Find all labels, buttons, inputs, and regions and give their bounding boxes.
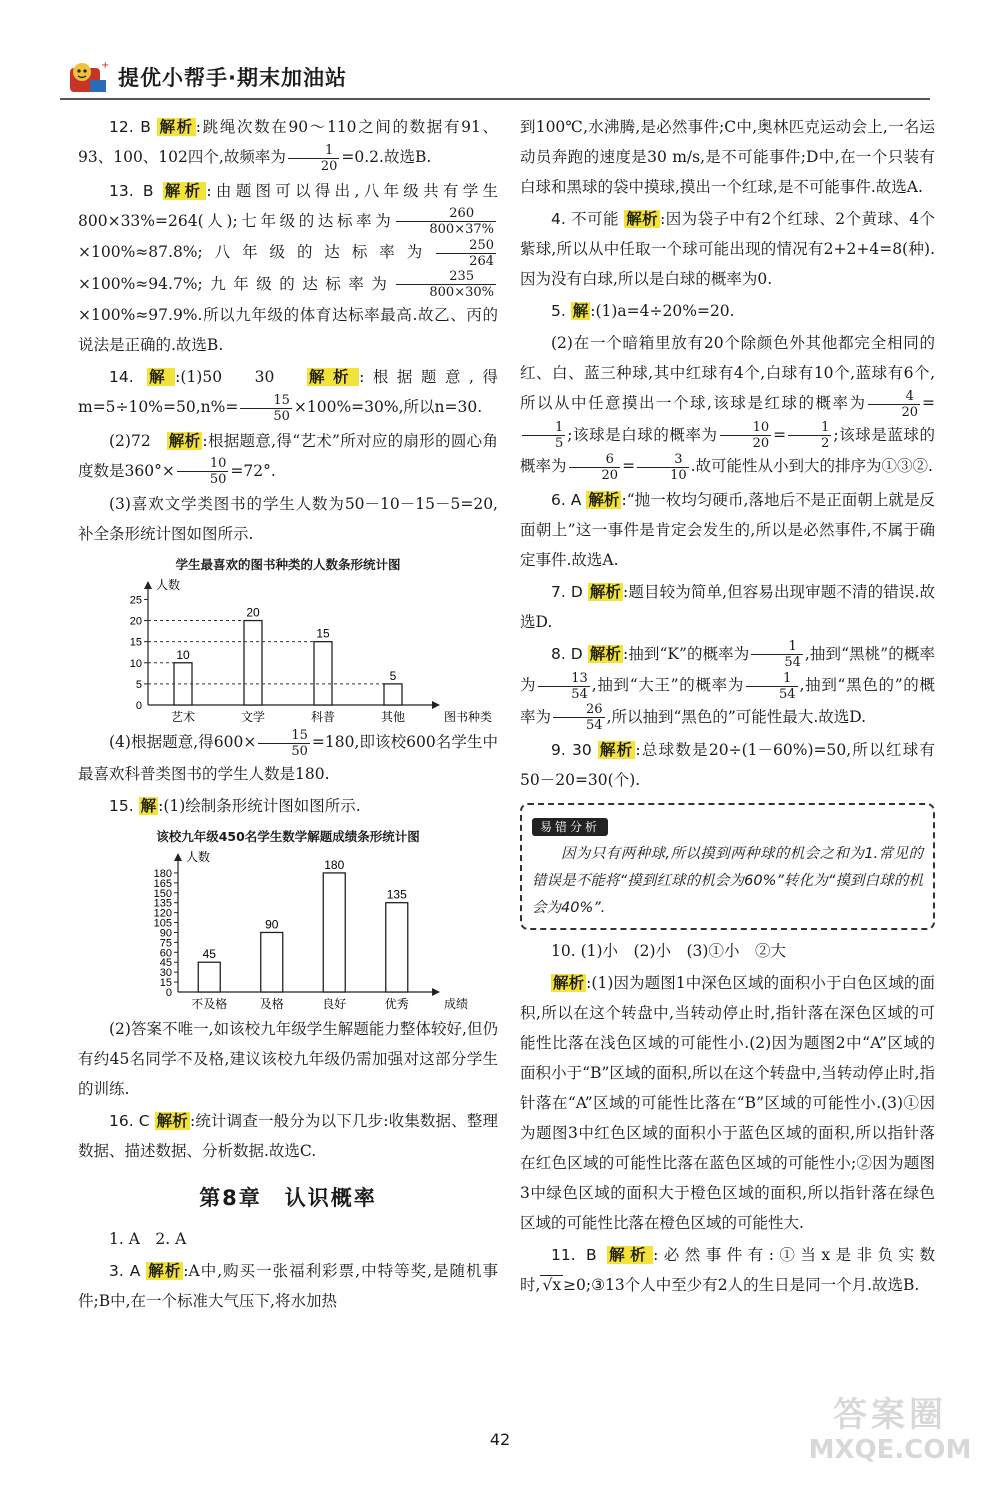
answer-14-part4: (4)根据题意,得600× $\frac{15}{50}$ =180,即该校600名学生中最喜欢科普类图书的学生人数是180. [78, 727, 498, 783]
y-tick-label: 135 [153, 897, 172, 910]
mascot-logo-icon [68, 58, 110, 96]
analysis-tag: 解析 [553, 974, 585, 992]
fraction: $\frac{26}{54}$ [553, 702, 605, 733]
bar-及格 [261, 932, 283, 992]
bar-科普 [314, 642, 332, 705]
question-number: 7. D [551, 582, 583, 601]
data-label: 15 [316, 626, 330, 641]
answer-4: 4. 不可能 解析 :因为袋子中有2个红球、2个黄球、4个紫球,所以从中任取一个球可能出现的情况有2+2+4=8(种).因为没有白球,所以是白球的概率为0. [520, 210, 935, 288]
right-column [520, 112, 935, 1302]
y-tick-label: 120 [153, 907, 172, 920]
y-tick-label: 5 [135, 678, 142, 691]
x-axis-label: 图书种类 [444, 710, 493, 724]
bar-文学 [244, 621, 262, 705]
answer-13: 13. B 解析 :由题图可以得出,八年级共有学生800×33%=264(人);七年级的达标率为 $\frac{260}{800\times 37\%}$ ×100%≈87.8%;八年级的达标率为 $\frac{250}{264}$ ×100%≈94.7%;九年级的达标率为 $\frac{235}{800\times 30\%}$ ×100%≈97.9%.所以九年级的体育达标率最高.故乙、丙的说法是正确的.故选B. [78, 181, 498, 354]
data-label: 20 [246, 605, 260, 620]
answer-16: 16. C 解析 :统计调查一般分为以下几步:收集数据、整理数据、描述数据、分析数据.故选C. [78, 1111, 498, 1160]
analysis-tag: 解析 [609, 1246, 652, 1264]
fraction: $\frac{13}{54}$ [538, 671, 590, 702]
data-label: 90 [265, 916, 279, 931]
y-tick-label: 45 [159, 956, 172, 969]
header-divider [60, 98, 930, 100]
chart-canvas [78, 849, 498, 1014]
x-axis-label: 成绩 [444, 996, 469, 1011]
x-axis-arrow-icon [432, 988, 440, 996]
question-number: 11. B [551, 1246, 597, 1264]
left-column [78, 112, 498, 1318]
y-tick-label: 105 [153, 917, 172, 930]
y-tick-label: 60 [159, 946, 172, 959]
data-label: 180 [324, 857, 345, 872]
y-tick-label: 0 [135, 700, 142, 712]
answer-7: 7. D 解析 :题目较为简单,但容易出现审题不清的错误.故选D. [520, 582, 935, 631]
bar-艺术 [174, 663, 192, 705]
y-tick-label: 25 [129, 594, 142, 607]
answer-3: 3. A 解析 :A中,购买一张福利彩票,中特等奖,是随机事件;B中,在一个标准大气压下,将水加热 [78, 1261, 498, 1310]
watermark-logo-text: 答案圈 [833, 1395, 947, 1435]
category-label: 及格 [259, 996, 284, 1011]
analysis-tag: 解析 [599, 741, 634, 759]
bar-其他 [384, 684, 402, 705]
fraction: $\frac{4}{20}$ [868, 389, 920, 420]
grade-bar-chart [78, 827, 498, 1014]
y-tick-label: 180 [153, 867, 172, 880]
answer-8: 8. D 解析 :抽到“K”的概率为 $\frac{1}{54}$ ,抽到“黑桃”的概率为 $\frac{13}{54}$ ,抽到“大王”的概率为 $\frac{1}{54}$ ,抽到“黑色的”的概率为 $\frac{26}{54}$ ,所以抽到“黑色的”可能性最大.故选D. [520, 639, 935, 733]
data-label: 5 [389, 668, 397, 683]
fraction: $\frac{1}{54}$ [746, 671, 798, 702]
fraction: $\frac{15}{50}$ [258, 728, 310, 759]
answer-9: 9. 30 解析 :总球数是20÷(1－60%)=50,所以红球有50－20=30(个). [520, 741, 935, 789]
analysis-tag: 解析 [589, 582, 622, 601]
answer-6: 6. A 解析 :“抛一枚均匀硬币,落地后不是正面朝上就是反面朝上”这一事件是肯定会发生的,所以是必然事件,不属于确定事件.故选A. [520, 490, 935, 569]
answer-15-part1: 15. 解 :(1)绘制条形统计图如图所示. [109, 796, 361, 815]
analysis-tag: 解析 [148, 1261, 182, 1280]
bar-不及格 [198, 962, 220, 992]
analysis-tag: 解析 [588, 490, 620, 509]
category-label: 优秀 [384, 996, 409, 1011]
y-axis-arrow-icon [144, 581, 152, 589]
fraction: $\frac{10}{20}$ [720, 420, 772, 451]
category-label: 艺术 [170, 710, 196, 724]
page-header [60, 52, 940, 100]
question-number: 15. [109, 796, 134, 815]
question-number: 12. B [109, 118, 151, 136]
chart-title: 学生最喜欢的图书种类的人数条形统计图 [175, 557, 401, 572]
fraction: $\frac{1}{2}$ [788, 420, 831, 451]
y-tick-label: 0 [165, 986, 172, 999]
solution-tag: 解 [140, 796, 157, 815]
analysis-tag: 解析 [589, 644, 621, 663]
category-label: 不及格 [191, 996, 228, 1011]
chart-title: 该校九年级450名学生数学解题成绩条形统计图 [156, 828, 420, 844]
sqrt-expression: √x [542, 1276, 562, 1294]
watermark-url: MXQE.COM [808, 1435, 972, 1465]
chart-canvas [78, 577, 498, 727]
x-axis-arrow-icon [432, 701, 440, 709]
category-label: 文学 [240, 710, 266, 724]
y-tick-label: 90 [159, 926, 172, 939]
question-number: 3. A [109, 1261, 141, 1280]
question-number: 5. [551, 302, 566, 320]
bar-优秀 [386, 902, 408, 991]
answer-5-part1: 5. 解 :(1)a=4÷20%=20. [551, 302, 735, 320]
y-axis-label: 人数 [186, 849, 211, 864]
y-tick-label: 10 [129, 657, 142, 670]
analysis-tag: 解析 [156, 1111, 188, 1130]
y-tick-label: 150 [153, 887, 172, 900]
y-tick-label: 15 [129, 636, 142, 649]
answer-15-part2: (2)答案不唯一,如该校九年级学生解题能力整体较好,但仍有约45名同学不及格,建议该校九年级仍需加强对这部分学生的训练. [78, 1019, 498, 1098]
answer-1-2: 1. A 2. A [109, 1229, 187, 1248]
fraction: $\frac{1}{5}$ [522, 420, 565, 451]
fraction: $\frac{235}{800\times 30\%}$ [396, 269, 496, 300]
category-label: 良好 [322, 996, 347, 1011]
fraction: $\frac{1}{20}$ [288, 143, 340, 174]
data-label: 10 [176, 647, 190, 662]
y-tick-label: 165 [153, 877, 172, 890]
analysis-tag: 解析 [159, 118, 194, 136]
data-label: 135 [386, 887, 407, 902]
error-analysis-box [520, 803, 935, 930]
analysis-tag: 解析 [308, 368, 358, 386]
question-number: 13. B [109, 181, 154, 200]
fraction: $\frac{15}{50}$ [240, 393, 292, 424]
answer-12: 12. B 解析 :跳绳次数在90～110之间的数据有91、93、100、102四个,故频率为 $\frac{1}{20}$ =0.2.故选B. [78, 118, 498, 174]
question-number: 9. 30 [551, 741, 592, 759]
question-number: 16. C [109, 1111, 150, 1130]
answer-11: 11. B 解析 :必然事件有:①当x是非负实数时, √x ≥0;③13个人中至少有2人的生日是同一个月.故选B. [520, 1246, 935, 1294]
fraction: $\frac{260}{800\times 37\%}$ [396, 206, 496, 237]
y-axis-label: 人数 [156, 578, 181, 592]
fraction: $\frac{3}{10}$ [637, 452, 689, 483]
answer-14-part2: (2)72 解析 :根据题意,得“艺术”所对应的扇形的圆心角度数是360°× $\frac{10}{50}$ =72°. [78, 431, 498, 487]
watermark [800, 1395, 980, 1465]
answer-3-continued: 到100℃,水沸腾,是必然事件;C中,奥林匹克运动会上,一名运动员奔跑的速度是30 m/s,是不可能事件;D中,在一个只装有白球和黑球的袋中摸球,摸出一个红球,是不可能事件.故选A. [520, 118, 935, 196]
answer-14-part3: (3)喜欢文学类图书的学生人数为50－10－15－5=20,补全条形统计图如图所示. [78, 495, 498, 543]
question-number: 4. 不可能 [551, 210, 619, 228]
svg-text:+: + [101, 60, 110, 71]
fraction: $\frac{6}{20}$ [569, 452, 621, 483]
answer-14-part1: 14. 解 :(1)50 30 解析 :根据题意,得m=5÷10%=50,n%= $\frac{15}{50}$ ×100%=30%,所以n=30. [78, 368, 498, 424]
fraction: $\frac{10}{50}$ [177, 456, 229, 487]
analysis-tag: 解析 [168, 431, 201, 450]
page-number: 42 [489, 1430, 511, 1449]
y-tick-label: 15 [159, 976, 172, 989]
analysis-tag: 解析 [626, 210, 659, 228]
data-label: 45 [202, 946, 216, 961]
fraction: $\frac{1}{54}$ [751, 639, 803, 670]
analysis-tag: 解析 [164, 181, 205, 200]
header-title: 提优小帮手·期末加油站 [118, 66, 347, 90]
error-analysis-text: 因为只有两种球,所以摸到两种球的机会之和为1.常见的错误是不能将“摸到红球的机会为60%”转化为“摸到白球的机会为40%”. [532, 846, 923, 916]
y-tick-label: 20 [129, 615, 142, 628]
question-number: 6. A [551, 490, 582, 509]
solution-tag: 解 [572, 302, 589, 320]
answer-5-part2: (2)在一个暗箱里放有20个除颜色外其他都完全相同的红、白、蓝三种球,其中红球有4个,白球有10个,蓝球有6个,所以从中任意摸出一个球,该球是红球的概率为 $\frac{4}{20}$ = $\frac{1}{5}$ ;该球是白球的概率为 $\frac{10}{20}$ = $\frac{1}{2}$ ;该球是蓝球的概率为 $\frac{6}{20}$ = $\frac{3}{10}$ .故可能性从小到大的排序为①③②. [520, 334, 935, 483]
error-analysis-tag: 易错分析 [532, 818, 608, 836]
book-type-bar-chart [78, 555, 498, 727]
bar-良好 [323, 872, 345, 991]
y-tick-label: 75 [159, 936, 172, 949]
fraction: $\frac{250}{264}$ [436, 238, 496, 269]
question-number: 14. [109, 368, 134, 386]
chapter-heading: 第8章 认识概率 [199, 1185, 377, 1210]
category-label: 其他 [380, 710, 406, 724]
category-label: 科普 [310, 710, 336, 724]
y-tick-label: 30 [159, 966, 172, 979]
answer-10-answers: 10. (1)小 (2)小 (3)①小 ②大 [551, 942, 786, 960]
answer-10-analysis: 解析 :(1)因为题图1中深色区域的面积小于白色区域的面积,所以在这个转盘中,当转动停止时,指针落在深色区域的可能性比落在浅色区域的可能性小.(2)因为题图2中“A”区域的面积小于“B”区域的面积,所以在这个转盘中,当转动停止时,指针落在“A”区域的可能性比落在“B”区域的可能性小.(3)①因为题图3中红色区域的面积小于蓝色区域的面积,所以指针落在红色区域的可能性比落在蓝色区域的可能性小;②因为题图3中绿色区域的面积大于橙色区域的面积,所以指针落在绿色区域的可能性比落在橙色区域的可能性大. [520, 974, 935, 1232]
question-number: 8. D [551, 644, 583, 663]
solution-tag: 解 [149, 368, 174, 386]
y-axis-arrow-icon [174, 853, 182, 861]
